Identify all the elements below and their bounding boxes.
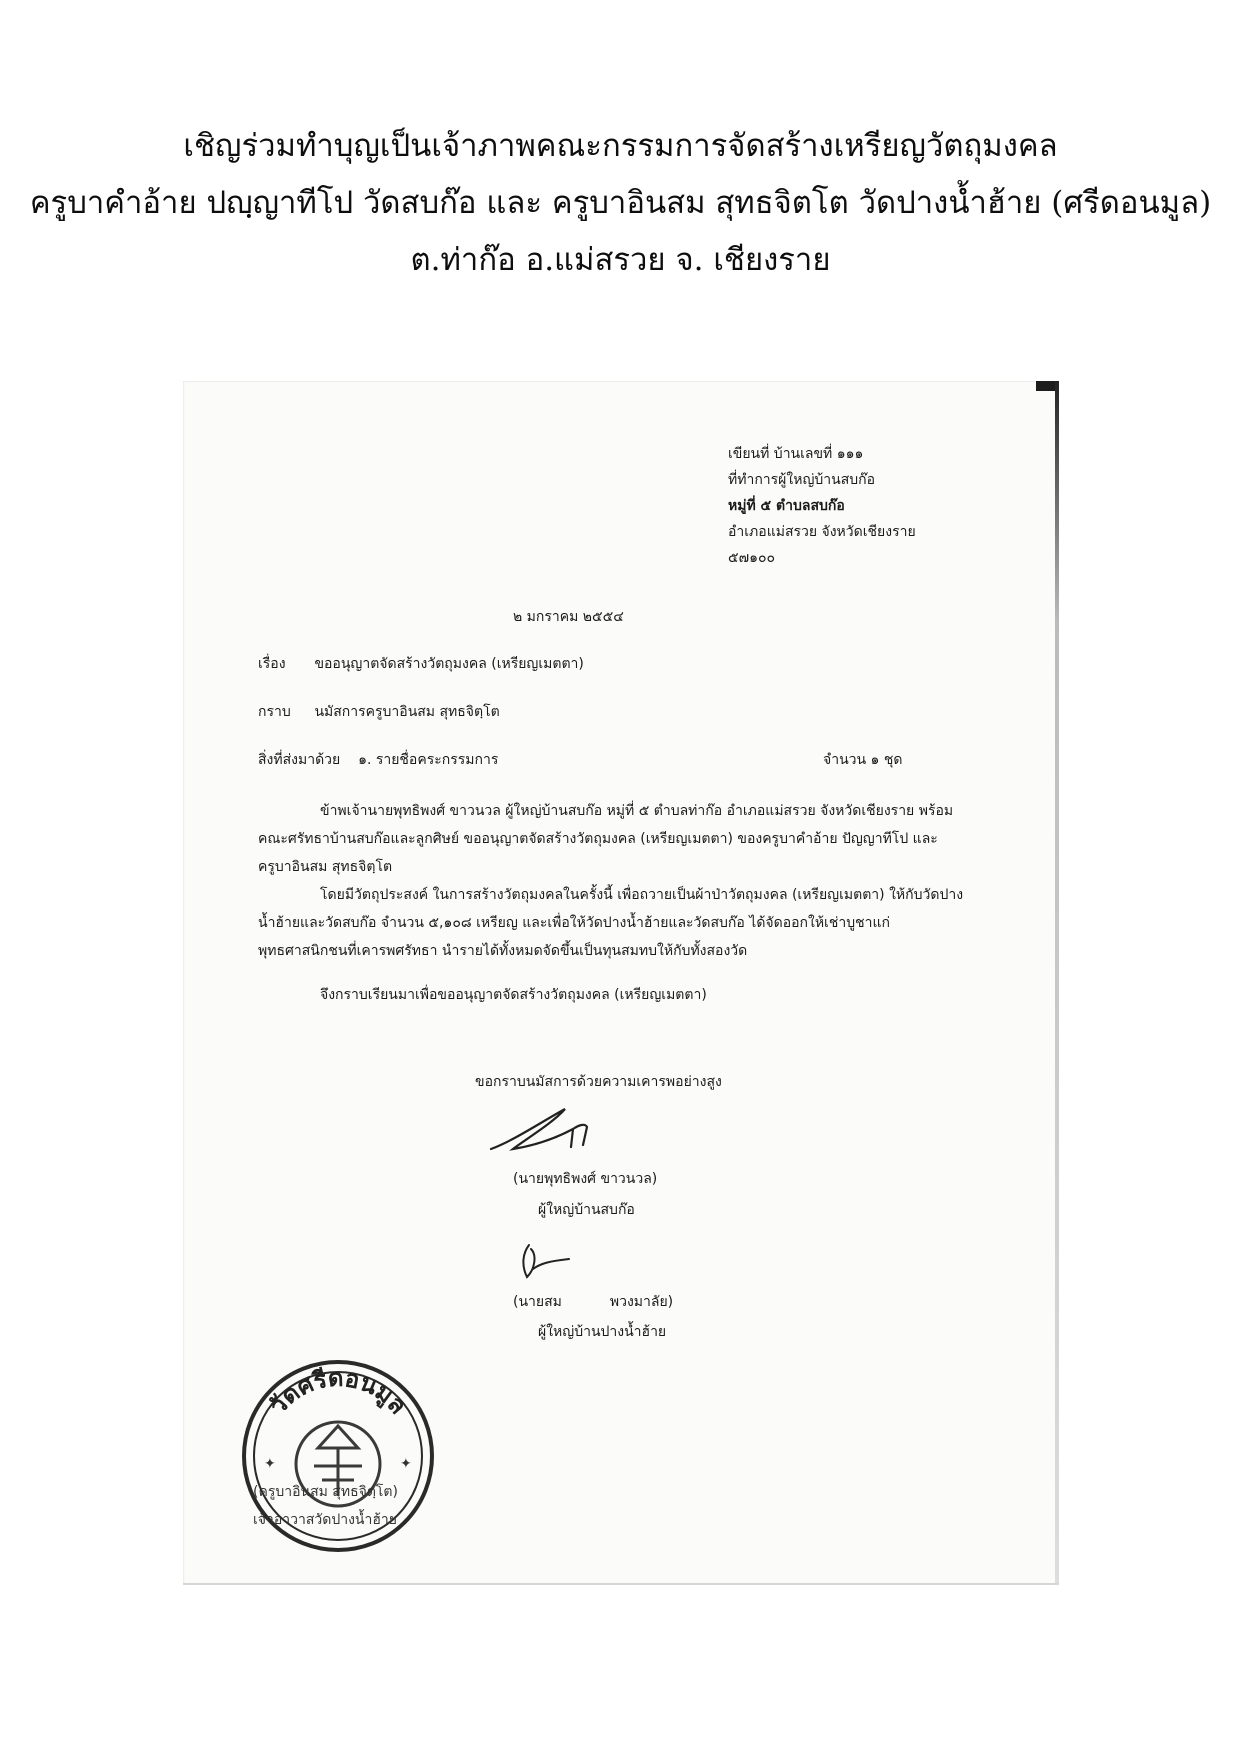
address-line: ที่ทำการผู้ใหญ่บ้านสบก๊อ xyxy=(728,472,876,488)
recipient-text: นมัสการครูบาอินสม สุทธจิตฺโต xyxy=(314,704,500,720)
signer-1-name: (นายพุทธิพงศ์ ขาวนวล) xyxy=(513,1171,658,1187)
body-paragraph-2: โดยมีวัตถุประสงค์ ในการสร้างวัตถุมงคลในครั้งนี้ เพื่อถวายเป็นผ้าป่าวัตถุมงคล (เหรียญเมตตา) ให้กับวัดปางน้ำฮ้ายและวัดสบก๊อ จำนวน ๕,๑๐๘ เหรียญ และเพื่อให้วัดปางน้ำฮ้ายและวัดสบก๊อ ได้จัดออกให้เช่าบูชาแก่พุทธศาสนิกชนที่เคารพศรัทธา นำรายได้ทั้งหมดจัดขึ้นเป็นทุนสมทบให้กับทั้งสองวัด xyxy=(258,887,964,959)
address-line: ๕๗๑๐๐ xyxy=(728,550,776,566)
scan-edge-bottom xyxy=(183,1583,1059,1585)
sender-address xyxy=(728,441,916,571)
address-line: หมู่ที่ ๕ ตำบลสบก๊อ xyxy=(728,498,845,514)
heading-line-1: เชิญร่วมทำบุญเป็นเจ้าภาพคณะกรรมการจัดสร้างเหรียญวัตถุมงคล xyxy=(183,128,1058,164)
seal-signer-role: เจ้าอาวาสวัดปางน้ำฮ้าย xyxy=(253,1512,397,1528)
signer-2-name-last: พวงมาลัย) xyxy=(609,1294,674,1310)
svg-text:วัดศรีดอนมูล xyxy=(264,1364,413,1420)
enclosure-row xyxy=(258,749,958,771)
letter-body xyxy=(258,797,968,1009)
closing-text: ขอกราบนมัสการด้วยความเคารพอย่างสูง xyxy=(475,1074,722,1090)
signature-1-image xyxy=(483,1101,603,1161)
signer-1-role: ผู้ใหญ่บ้านสบก๊อ xyxy=(538,1202,635,1218)
scan-edge-right xyxy=(1055,381,1059,1585)
recipient-label: กราบ xyxy=(258,704,291,720)
signer-2-role: ผู้ใหญ่บ้านปางน้ำฮ้าย xyxy=(538,1324,667,1340)
address-line: เขียนที่ บ้านเลขที่ ๑๑๑ xyxy=(728,446,864,462)
letter-date: ๒ มกราคม ๒๕๕๔ xyxy=(513,609,624,625)
svg-text:✦: ✦ xyxy=(264,1456,276,1472)
enclosure-label: สิ่งที่ส่งมาด้วย xyxy=(258,752,341,768)
signature-2-image xyxy=(511,1239,581,1289)
body-paragraph-3: จึงกราบเรียนมาเพื่อขออนุญาตจัดสร้างวัตถุมงคล (เหรียญเมตตา) xyxy=(320,987,707,1003)
subject-row xyxy=(258,653,584,675)
recipient-row xyxy=(258,701,500,723)
svg-text:✦: ✦ xyxy=(400,1456,412,1472)
seal-signer-name: (ครูบาอินสม สุทธจิตฺโต) xyxy=(253,1484,398,1500)
heading-line-3: ต.ท่าก๊อ อ.แม่สรวย จ. เชียงราย xyxy=(410,242,831,278)
signer-2-name xyxy=(513,1291,673,1313)
subject-text: ขออนุญาตจัดสร้างวัตถุมงคล (เหรียญเมตตา) xyxy=(314,656,584,672)
subject-label: เรื่อง xyxy=(258,656,286,672)
enclosure-text: ๑. รายชื่อคระกรรมการ xyxy=(358,752,499,768)
seal-text: วัดศรีดอนมูล xyxy=(263,1363,413,1420)
scanned-letter xyxy=(183,381,1059,1585)
body-paragraph-1: ข้าพเจ้านายพุทธิพงศ์ ขาวนวล ผู้ใหญ่บ้านสบก๊อ หมู่ที่ ๕ ตำบลท่าก๊อ อำเภอแม่สรวย จังหวัดเชียงราย พร้อมคณะศรัทธาบ้านสบก๊อและลูกศิษย์ ขออนุญาตจัดสร้างวัตถุมงคล (เหรียญเมตตา) ของครูบาคำอ้าย ปัญญาทีโป และครูบาอินสม สุทธจิตฺโต xyxy=(258,803,954,875)
page-heading xyxy=(0,118,1241,289)
enclosure-quantity: จำนวน ๑ ชุด xyxy=(823,752,903,768)
heading-line-2: ครูบาคำอ้าย ปญฺญาทีโป วัดสบก๊อ และ ครูบาอินสม สุทธจิตโต วัดปางน้ำฮ้าย (ศรีดอนมูล) xyxy=(29,185,1212,221)
signer-2-name-first: (นายสม xyxy=(513,1294,562,1310)
address-line: อำเภอแม่สรวย จังหวัดเชียงราย xyxy=(728,524,916,540)
